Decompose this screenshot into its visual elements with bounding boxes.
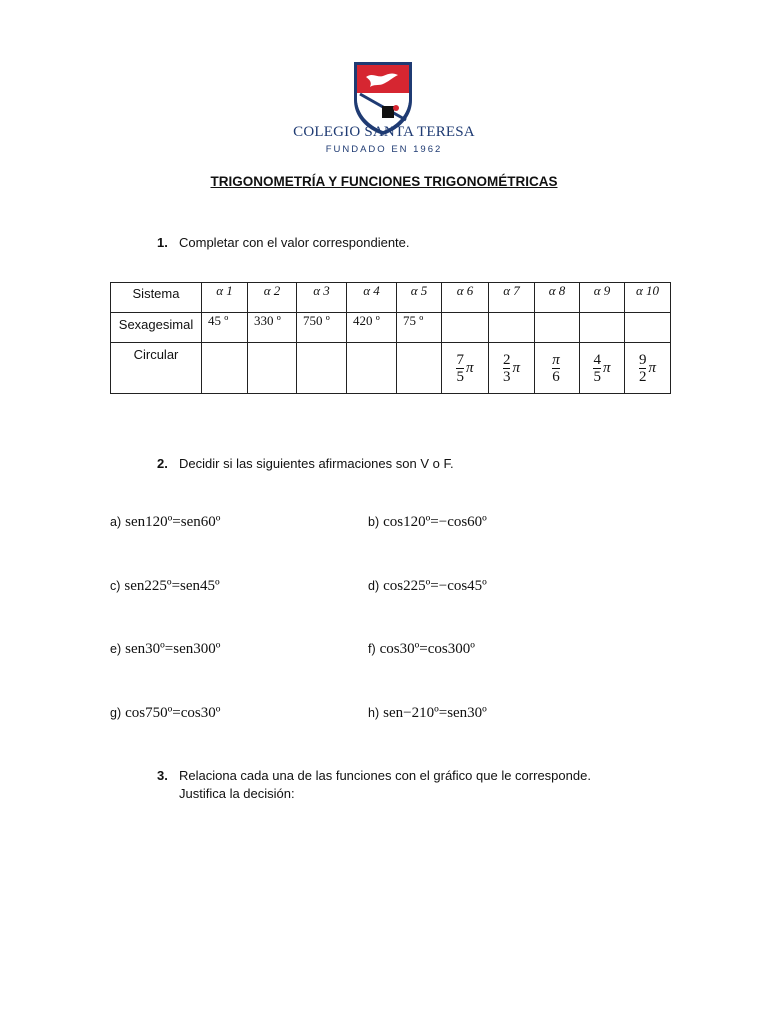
header-alpha-2: α 2 xyxy=(248,283,297,313)
header-alpha-6: α 6 xyxy=(442,283,489,313)
sexagesimal-cell-2: 330 º xyxy=(248,313,297,343)
statement-d xyxy=(368,578,487,595)
sexagesimal-cell-5: 75 º xyxy=(397,313,442,343)
pi-symbol: π xyxy=(465,359,474,376)
statement-label: g) xyxy=(110,706,122,720)
table-row-circular xyxy=(111,343,671,394)
question-1-text: Completar con el valor correspondiente. xyxy=(179,235,410,250)
statement-label: e) xyxy=(110,642,122,656)
circular-cell-4 xyxy=(347,343,397,394)
table-row-sexagesimal xyxy=(111,313,671,343)
statement-c xyxy=(110,578,220,595)
statement-e xyxy=(110,641,220,658)
statement-expression: cos30º=cos300º xyxy=(379,641,475,657)
circular-cell-7 xyxy=(489,343,535,394)
school-name: COLEGIO SANTA TERESA xyxy=(293,124,475,140)
angle-conversion-table xyxy=(110,282,671,394)
row-label-sexagesimal: Sexagesimal xyxy=(111,313,202,343)
statement-label: a) xyxy=(110,515,122,529)
question-2-text: Decidir si las siguientes afirmaciones son V o F. xyxy=(179,456,454,471)
statement-expression: sen120º=sen60º xyxy=(125,514,221,530)
header-alpha-8: α 8 xyxy=(535,283,580,313)
question-1-number: 1. xyxy=(157,235,168,250)
statement-label: d) xyxy=(368,579,380,593)
header-alpha-7: α 7 xyxy=(489,283,535,313)
statement-f xyxy=(368,641,475,658)
circular-cell-8 xyxy=(535,343,580,394)
row-label-sistema: Sistema xyxy=(111,283,202,313)
statement-b xyxy=(368,514,487,531)
fraction-numerator: 4 xyxy=(593,351,601,368)
statement-expression: cos225º=−cos45º xyxy=(383,578,487,594)
school-founded: FUNDADO EN 1962 xyxy=(325,144,443,155)
circular-cell-6 xyxy=(442,343,489,394)
statement-expression: sen225º=sen45º xyxy=(124,578,220,594)
circular-cell-1 xyxy=(202,343,248,394)
header-alpha-9: α 9 xyxy=(580,283,625,313)
fraction-denominator: 5 xyxy=(593,368,601,385)
question-1 xyxy=(157,235,410,250)
statement-label: b) xyxy=(368,515,380,529)
fraction-denominator: 2 xyxy=(638,368,647,385)
question-3-line-1: Relaciona cada una de las funciones con el gráfico que le corresponde. xyxy=(179,768,591,783)
circular-cell-2 xyxy=(248,343,297,394)
question-3-line-2: Justifica la decisión: xyxy=(179,786,295,801)
statement-h xyxy=(368,705,487,722)
circular-cell-10 xyxy=(625,343,671,394)
statement-label: h) xyxy=(368,706,380,720)
statement-label: f) xyxy=(368,642,376,656)
question-3 xyxy=(157,767,591,803)
header-alpha-10: α 10 xyxy=(625,283,671,313)
fraction-denominator: 3 xyxy=(502,368,511,385)
table-row-sistema xyxy=(111,283,671,313)
fraction-numerator: 2 xyxy=(502,351,511,368)
circular-cell-5 xyxy=(397,343,442,394)
sexagesimal-cell-8 xyxy=(535,313,580,343)
pi-symbol: π xyxy=(512,359,520,376)
header-alpha-4: α 4 xyxy=(347,283,397,313)
sexagesimal-cell-3: 750 º xyxy=(297,313,347,343)
circular-cell-3 xyxy=(297,343,347,394)
fraction-numerator: 9 xyxy=(638,351,647,368)
fraction-numerator: π xyxy=(552,351,560,368)
sexagesimal-cell-7 xyxy=(489,313,535,343)
circular-cell-9 xyxy=(580,343,625,394)
statement-expression: cos120º=−cos60º xyxy=(383,514,487,530)
header-alpha-1: α 1 xyxy=(202,283,248,313)
question-3-number: 3. xyxy=(157,768,168,783)
pi-symbol: π xyxy=(602,359,611,376)
statement-label: c) xyxy=(110,579,121,593)
sexagesimal-cell-6 xyxy=(442,313,489,343)
header-alpha-3: α 3 xyxy=(297,283,347,313)
sexagesimal-cell-1: 45 º xyxy=(202,313,248,343)
question-2 xyxy=(157,456,454,471)
statement-a xyxy=(110,514,220,531)
header-alpha-5: α 5 xyxy=(397,283,442,313)
question-2-number: 2. xyxy=(157,456,168,471)
fraction-numerator: 7 xyxy=(456,351,464,368)
fraction-denominator: 5 xyxy=(456,368,464,385)
statement-expression: sen30º=sen300º xyxy=(125,641,221,657)
sexagesimal-cell-4: 420 º xyxy=(347,313,397,343)
sexagesimal-cell-9 xyxy=(580,313,625,343)
statement-g xyxy=(110,705,220,722)
statement-expression: sen−210º=sen30º xyxy=(383,705,487,721)
row-label-circular: Circular xyxy=(111,343,202,394)
page-title: TRIGONOMETRÍA Y FUNCIONES TRIGONOMÉTRICAS xyxy=(210,174,558,189)
pi-symbol: π xyxy=(648,359,656,376)
fraction-denominator: 6 xyxy=(552,368,560,385)
sexagesimal-cell-10 xyxy=(625,313,671,343)
statement-expression: cos750º=cos30º xyxy=(125,705,221,721)
